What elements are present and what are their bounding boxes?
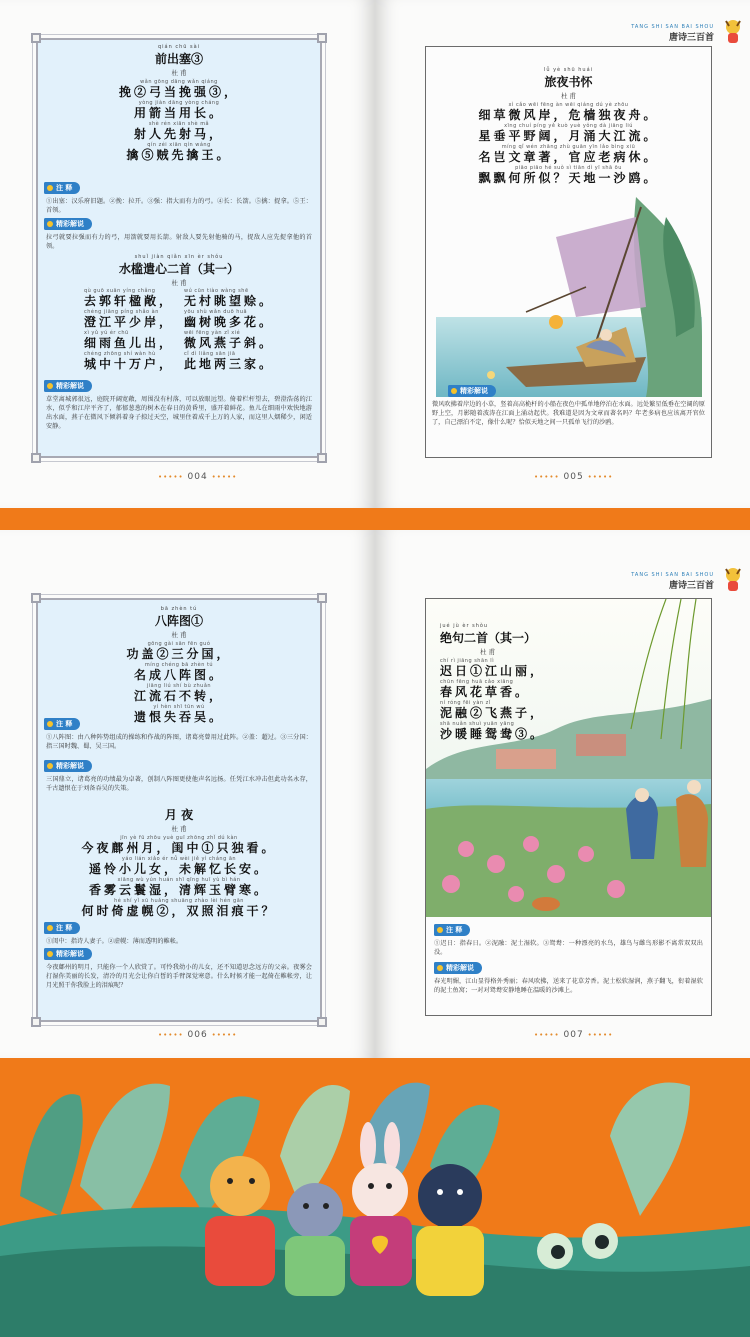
line-text: 沙暖睡鸳鸯③。 — [440, 727, 546, 741]
illustrated-poem-frame — [425, 46, 712, 458]
line-text: 细雨鱼儿出， — [83, 336, 174, 350]
page-number-text: 006 — [187, 1030, 208, 1040]
line-text: 澄江平少岸， — [83, 315, 174, 329]
poem-line — [38, 835, 320, 855]
poem-line — [184, 351, 274, 371]
poem-title: 水槛遣心二首（其一） — [118, 262, 239, 276]
title-pinyin: bā zhèn tú — [160, 606, 198, 612]
poem-line — [440, 658, 545, 678]
line-text: 微风燕子斜。 — [184, 336, 275, 350]
poem-line — [426, 144, 711, 164]
poem-line — [440, 700, 545, 720]
line-text: 迟日①江山丽， — [440, 664, 546, 678]
poem-line — [84, 309, 174, 329]
poem-line — [184, 330, 274, 350]
notes-text: ①迟日：指春日。②泥融：泥土湿软。③鸳鸯：一种漂亮的水鸟，雄鸟与雌鸟形影不离常双双出没。 — [434, 940, 703, 956]
line-pinyin: chūn fēng huā cǎo xiāng — [440, 679, 514, 685]
poem-author: 杜 甫 — [480, 648, 496, 656]
analysis-tag: 精彩解说 — [44, 380, 92, 392]
line-text: 遗恨失吞吴。 — [133, 710, 224, 724]
title-pinyin: qián chū sài — [157, 44, 201, 50]
line-text: 细草微风岸，危樯独夜舟。 — [478, 108, 659, 122]
poem-author: 杜 甫 — [560, 92, 577, 100]
frame-corner — [317, 1017, 327, 1027]
line-text: 去郭轩楹敞， — [83, 294, 174, 308]
page-004 — [0, 0, 375, 508]
animal-friends-illustration — [0, 1076, 750, 1337]
poem-frame — [36, 38, 322, 458]
poem-couplet — [38, 330, 320, 351]
poem-jueju — [440, 623, 545, 742]
series-header — [631, 24, 714, 43]
line-pinyin: chéng jiāng píng shǎo àn — [83, 309, 159, 315]
page-number-text: 007 — [563, 1030, 584, 1040]
line-text: 擒⑤贼先擒王。 — [126, 148, 232, 162]
poem-title: 月 夜 — [164, 808, 194, 822]
poem-line — [38, 898, 320, 918]
frame-corner — [31, 33, 41, 43]
poem-lines-grid — [38, 288, 320, 372]
title-pinyin: shuǐ jiàn qiǎn xīn èr shǒu — [134, 254, 224, 260]
line-pinyin: xì cǎo wēi fēng àn wēi qiáng dú yè zhōu — [508, 102, 629, 108]
line-pinyin: wǎn gōng dāng wǎn qiáng — [140, 79, 218, 85]
ornament-icon: ••••• — [158, 1031, 184, 1039]
ornament-icon: ••••• — [211, 1031, 238, 1039]
ornament-icon: ••••• — [158, 473, 184, 481]
line-pinyin: xīng chuí píng yě kuò yuè yǒng dà jiāng liú — [504, 123, 633, 129]
analysis-text: 微风吹拂着岸边的小草，竖着高高桅杆的小船在夜色中孤单地停泊在水面。远处繁星低垂在空阔的原野上空，月影随着波涛在江面上涌动起伏。我难道是因为文章而著名吗？年老多病也应该离开官位了，自己漂泊不定，像什么呢？恰似天地之间一只孤单飞行的沙鸥。 — [432, 401, 705, 426]
line-text: 遥怜小儿女，未解忆长安。 — [88, 862, 269, 876]
book-spread-1 — [0, 0, 750, 508]
line-text: 名成八阵图。 — [133, 668, 224, 682]
analysis-text: 三国鼎立，诸葛亮的功绩最为卓著，创制八阵图更使他声名远扬。任凭江水冲击但此功名永存，千古遗恨在于刘备吞吴的失策。 — [46, 776, 312, 792]
line-pinyin: wēi fēng yàn zǐ xié — [184, 330, 241, 336]
line-pinyin: míng qǐ wén zhāng zhù guān yīn lǎo bìng xiū — [501, 144, 636, 150]
poem-yueye — [38, 806, 320, 919]
poem-author: 杜 甫 — [171, 631, 187, 639]
line-pinyin: gōng gài sān fēn guó — [147, 641, 211, 647]
line-text: 幽树晚多花。 — [184, 315, 275, 329]
line-pinyin: ní róng fēi yàn zǐ — [440, 700, 491, 706]
ornament-icon: ••••• — [587, 473, 614, 481]
line-text: 星垂平野阔，月涌大江流。 — [478, 129, 659, 143]
page-number — [534, 472, 613, 482]
series-header — [631, 572, 714, 591]
poem-lvyeshuhuai — [426, 67, 711, 186]
line-text: 射人先射马， — [133, 127, 224, 141]
line-pinyin: jīn yè fū zhōu yuè guī zhōng zhǐ dú kàn — [120, 835, 238, 841]
poem-author: 杜 甫 — [171, 279, 187, 287]
poem-line — [38, 662, 320, 682]
analysis-text: 拉弓就要拉强而有力的弓，用箭就要用长箭。射敌人要先射他骑的马，捉敌人应先捉拿他的首领。 — [46, 234, 312, 250]
page-number — [158, 472, 237, 482]
poem-frame — [36, 598, 322, 1022]
line-pinyin: xì yǔ yú ér chū — [83, 330, 129, 336]
line-text: 挽②弓当挽强③， — [118, 85, 239, 99]
poem-author: 杜 甫 — [171, 69, 187, 77]
poem-line — [38, 641, 320, 661]
poem-line — [38, 79, 320, 99]
ornament-icon: ••••• — [587, 1031, 614, 1039]
series-pinyin: TANG SHI SAN BAI SHOU — [631, 572, 714, 578]
line-pinyin: cǐ dì liǎng sān jiā — [184, 351, 236, 357]
line-pinyin: xiāng wù yún huán shī qīng huī yù bì hán — [117, 877, 241, 883]
poem-line — [440, 721, 545, 741]
mascot-icon — [722, 566, 744, 592]
frame-corner — [317, 453, 327, 463]
poem-couplet — [38, 351, 320, 372]
divider-band — [0, 1058, 750, 1076]
line-text: 功盖②三分国， — [126, 647, 232, 661]
line-pinyin: yí hèn shī tūn wú — [153, 704, 205, 710]
poem-line — [38, 704, 320, 724]
frame-corner — [31, 1017, 41, 1027]
series-pinyin: TANG SHI SAN BAI SHOU — [631, 24, 714, 30]
line-text: 今夜鄜州月，闺中①只独看。 — [81, 841, 277, 855]
poem-line — [38, 683, 320, 703]
title-pinyin: lǚ yè shū huái — [543, 67, 594, 73]
notes-text: ①八阵图：由八种阵势组成的操练和作战的阵图，诸葛亮曾用过此阵。②盖：超过。③三分国：指三国时魏、蜀、吴三国。 — [46, 734, 312, 750]
poem-line — [38, 121, 320, 141]
page-number — [158, 1030, 237, 1040]
line-text: 何时倚虚幌②，双照泪痕干？ — [81, 904, 277, 918]
line-pinyin: wú cūn tiào wàng shē — [184, 288, 249, 294]
analysis-tag: 精彩解说 — [44, 760, 92, 772]
ornament-icon: ••••• — [534, 473, 560, 481]
notes-tag: 注 释 — [44, 922, 80, 934]
line-pinyin: shā nuǎn shuì yuān yāng — [440, 721, 515, 727]
notes-tag: 注 释 — [44, 182, 80, 194]
poem-line — [84, 330, 174, 350]
poem-line — [426, 102, 711, 122]
line-pinyin: chéng zhōng shí wàn hù — [83, 351, 156, 357]
line-pinyin: yáo lián xiǎo ér nǚ wèi jiě yì cháng ān — [121, 856, 237, 862]
poem-line — [184, 309, 274, 329]
title-pinyin: jué jù èr shǒu — [440, 623, 489, 629]
line-text: 名岂文章著，官应老病休。 — [478, 150, 659, 164]
line-text: 用箭当用长。 — [133, 106, 224, 120]
frame-corner — [31, 453, 41, 463]
poem-couplet — [38, 309, 320, 330]
poem-line — [84, 288, 174, 308]
line-pinyin: míng chéng bā zhèn tú — [144, 662, 214, 668]
notes-text: ①闺中：指诗人妻子。②虚幌：薄而透明的帷帐。 — [46, 938, 183, 945]
analysis-tag: 精彩解说 — [44, 218, 92, 230]
series-name: 唐诗三百首 — [668, 33, 714, 43]
poem-line — [38, 142, 320, 162]
line-pinyin: shè rén xiān shè mǎ — [148, 121, 210, 127]
poem-couplet — [38, 288, 320, 309]
line-pinyin: jiāng liú shí bù zhuǎn — [146, 683, 212, 689]
frame-corner — [31, 593, 41, 603]
line-text: 泥融②飞燕子， — [440, 706, 546, 720]
poem-line — [440, 679, 545, 699]
poem-line — [38, 877, 320, 897]
poem-title: 旅夜书怀 — [544, 75, 593, 89]
poem-line — [426, 123, 711, 143]
line-text: 飘飘何所似？天地一沙鸥。 — [478, 171, 659, 185]
poem-line — [84, 351, 174, 371]
line-text: 春风花草香。 — [440, 685, 531, 699]
poem-title: 八阵图① — [154, 614, 203, 628]
poem-title: 绝句二首（其一） — [440, 631, 537, 645]
analysis-text: 今夜鄜州的明月，只能你一个人欣赏了。可怜我幼小的儿女，还不知道思念远方的父亲。夜雾会打湿你美丽的长发，清冷的月光会让你白皙的手臂深觉寒意。什么时候才能一起倚在帷帐旁，让月光照干你我脸上的泪痕呢？ — [46, 964, 312, 989]
mascot-icon — [722, 18, 744, 44]
line-text: 城中十万户， — [83, 357, 174, 371]
frame-corner — [317, 33, 327, 43]
analysis-tag: 精彩解说 — [448, 385, 496, 397]
boat-at-night-illustration — [436, 197, 702, 397]
poem-line — [426, 165, 711, 185]
line-pinyin: hé shí yǐ xū huǎng shuāng zhào lèi hén gān — [114, 898, 244, 904]
line-pinyin: yòng jiàn dāng yòng cháng — [138, 100, 220, 106]
analysis-text: 春光明媚，江山显得格外秀丽；春风吹拂，送来了花草芳香。泥土松软湿润，燕子翻飞，衔着湿软的泥土鱼窝；一对对鸳鸯安静地睡在温暖的沙滩上。 — [434, 978, 703, 994]
analysis-tag: 精彩解说 — [44, 948, 92, 960]
ornament-icon: ••••• — [534, 1031, 560, 1039]
line-pinyin: qín zéi xiān qín wáng — [147, 142, 211, 148]
line-text: 香雾云鬟湿，清辉玉臂寒。 — [88, 883, 269, 897]
poem-line — [38, 856, 320, 876]
page-number — [534, 1030, 613, 1040]
line-pinyin: chí rì jiāng shān lì — [440, 658, 495, 664]
illustrated-poem-frame — [425, 598, 712, 1016]
analysis-text: 草堂离城郭很远，庭院开阔宽敞，周围没有村落，可以放眼远望。倚着栏杆望去，碧澄浩荡的江水，似乎和江岸平齐了，郁郁葱葱的树木在春日的黄昏里，盛开着鲜花。鱼儿在细雨中欢快地游出水面，燕子在微风下倾斜着身子掠过天空，城里住着成千上万的人家，而这里人烟稀少，闲适安静。 — [46, 396, 312, 430]
line-pinyin: piāo piāo hé suǒ sì tiān dì yī shā ōu — [515, 165, 622, 171]
line-text: 无村眺望赊。 — [184, 294, 275, 308]
series-name: 唐诗三百首 — [668, 581, 714, 591]
analysis-tag: 精彩解说 — [434, 962, 482, 974]
poem-qianchusai — [38, 44, 320, 163]
frame-corner — [317, 593, 327, 603]
line-text: 江流石不转， — [133, 689, 224, 703]
line-pinyin: yōu shù wǎn duō huā — [184, 309, 248, 315]
page-number-text: 005 — [563, 472, 584, 482]
notes-tag: 注 释 — [44, 718, 80, 730]
poem-line — [38, 100, 320, 120]
divider-band — [0, 508, 750, 530]
notes-tag: 注 释 — [434, 924, 470, 936]
notes-text: ①出塞：汉乐府旧题。②挽：拉开。③强：指大而有力的弓。④长：长箭。⑤擒：捉拿。⑤王：首领。 — [46, 198, 312, 214]
poem-author: 杜 甫 — [171, 825, 187, 833]
line-text: 此地两三家。 — [184, 357, 275, 371]
page-number-text: 004 — [187, 472, 208, 482]
ornament-icon: ••••• — [211, 473, 238, 481]
poem-title: 前出塞③ — [154, 52, 203, 66]
poem-bazhentu — [38, 606, 320, 725]
line-pinyin: qù guō xuān yíng chǎng — [83, 288, 156, 294]
poem-line — [184, 288, 274, 308]
poem-shuijianqianxin — [38, 254, 320, 289]
